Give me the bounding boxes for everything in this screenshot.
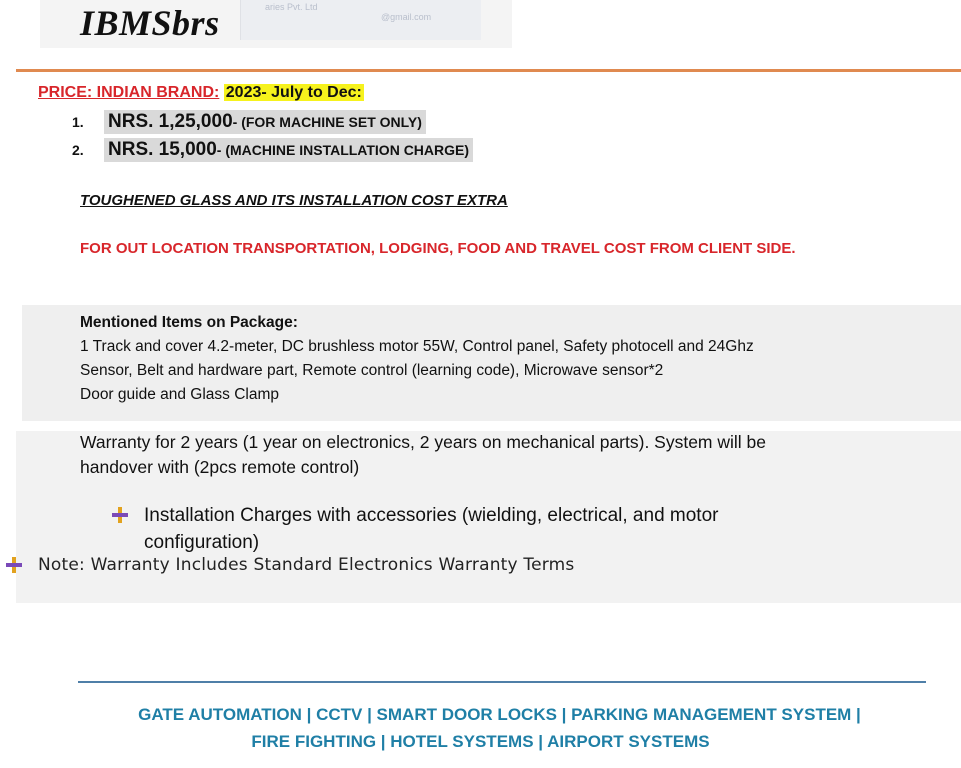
package-line: 1 Track and cover 4.2-meter, DC brushless motor 55W, Control panel, Safety photocell and 24Ghz (80, 338, 754, 355)
footer-services (0, 701, 961, 755)
letterhead-company-text: aries Pvt. Ltd (265, 2, 318, 12)
price-item-amount: NRS. 15,000 (108, 139, 217, 160)
package-section (80, 311, 940, 407)
installation-bullet (112, 502, 812, 556)
price-item-band (104, 138, 473, 162)
header-divider (16, 69, 961, 72)
price-list (72, 108, 473, 164)
letterhead-email-text: @gmail.com (381, 12, 432, 22)
price-item-number: 1. (72, 114, 84, 130)
warranty-note-bullet (6, 555, 574, 575)
package-line: Door guide and Glass Clamp (80, 386, 280, 403)
package-line: Sensor, Belt and hardware part, Remote control (learning code), Microwave sensor*2 (80, 362, 664, 379)
transport-cost-note: FOR OUT LOCATION TRANSPORTATION, LODGING, FOOD AND TRAVEL COST FROM CLIENT SIDE. (80, 240, 796, 257)
warranty-section (80, 430, 920, 480)
price-item-description: - (MACHINE INSTALLATION CHARGE) (216, 142, 470, 158)
warranty-line: handover with (2pcs remote control) (80, 457, 360, 477)
glass-cost-note: TOUGHENED GLASS AND ITS INSTALLATION COST EXTRA (80, 192, 508, 209)
package-heading: Mentioned Items on Package: (80, 314, 298, 331)
price-heading (38, 84, 364, 102)
footer-services-line: GATE AUTOMATION | CCTV | SMART DOOR LOCKS | PARKING MANAGEMENT SYSTEM | (138, 705, 861, 724)
price-item-number: 2. (72, 142, 84, 158)
warranty-note-text: Note: Warranty Includes Standard Electronics Warranty Terms (38, 555, 575, 575)
footer-divider (78, 681, 926, 683)
letterhead-card (240, 0, 481, 40)
company-logo: IBMSbrs (80, 3, 220, 43)
plus-bullet-icon (6, 557, 22, 573)
price-item-band (104, 110, 426, 134)
warranty-line: Warranty for 2 years (1 year on electronics, 2 years on mechanical parts). System will be (80, 432, 767, 452)
installation-text: Installation Charges with accessories (wielding, electrical, and motor configuration) (144, 505, 719, 553)
plus-bullet-icon (112, 507, 128, 523)
price-item-description: - (FOR MACHINE SET ONLY) (232, 114, 422, 130)
price-item-amount: NRS. 1,25,000 (108, 111, 233, 132)
price-item (72, 136, 473, 164)
price-period: 2023- July to Dec: (225, 84, 362, 101)
price-item (72, 108, 473, 136)
footer-services-line: FIRE FIGHTING | HOTEL SYSTEMS | AIRPORT SYSTEMS (251, 732, 710, 751)
price-label: PRICE: INDIAN BRAND: (38, 84, 220, 101)
